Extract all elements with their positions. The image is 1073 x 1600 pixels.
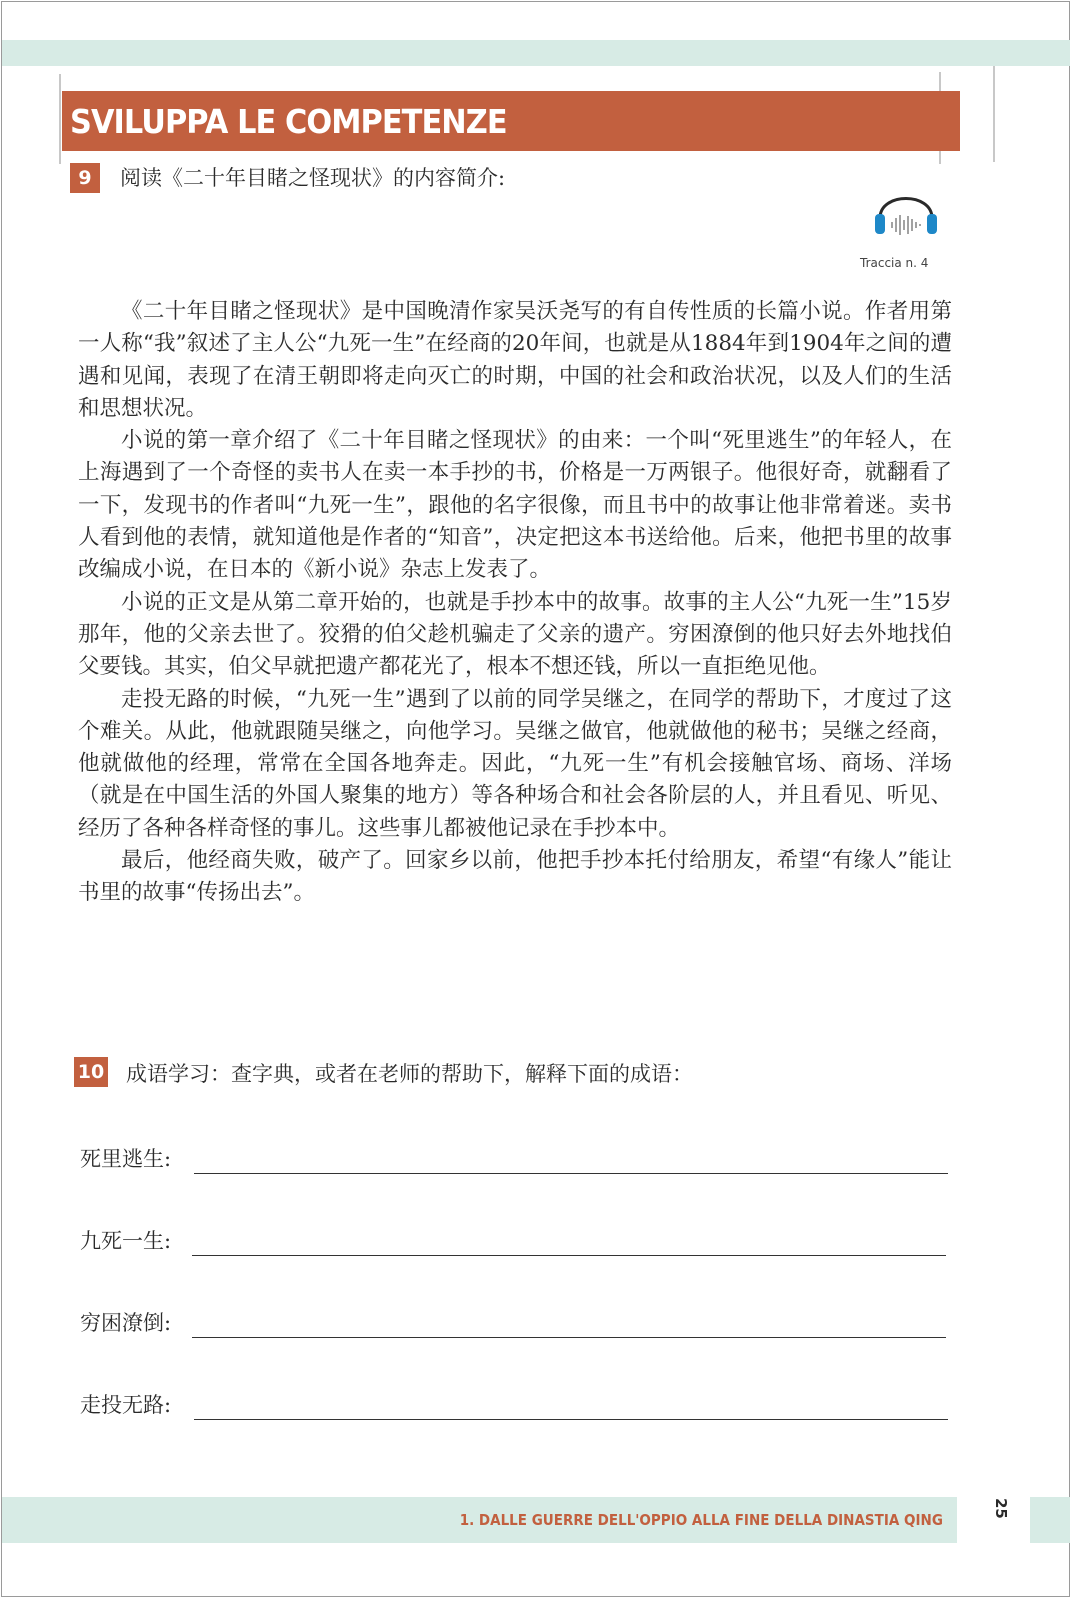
margin-rule — [993, 66, 995, 162]
passage-paragraph: 走投无路的时候，“九死一生”遇到了以前的同学吴继之，在同学的帮助下，才度过了这个难关。从此，他就跟随吴继之，向他学习。吴继之做官，他就做他的秘书；吴继之经商，他就做他的经理，常常在全国各地奔走。因此，“九死一生”有机会接触官场、商场、洋场（就是在中国生活的外国人聚集的地方）等各种场合和社会各阶层的人，并且看见、听见、经历了各种各样奇怪的事儿。这些事儿都被他记录在手抄本中。 — [78, 686, 952, 841]
reading-passage — [78, 296, 952, 910]
idiom-label: 死里逃生: — [80, 1147, 172, 1171]
passage-paragraph: 小说的第一章介绍了《二十年目睹之怪现状》的由来：一个叫“死里逃生”的年轻人，在上海遇到了一个奇怪的卖书人在卖一本手抄的书，价格是一万两银子。他很好奇，就翻看了一下，发现书的作者叫“九死一生”，跟他的名字很像，而且书中的故事让他非常着迷。卖书人看到他的表情，就知道他是作者的“知音”，决定把这本书送给他。后来，他把书里的故事改编成小说，在日本的《新小说》杂志上发表了。 — [78, 428, 952, 583]
answer-line[interactable] — [194, 1419, 948, 1420]
left-rule — [59, 74, 61, 164]
passage-paragraph: 最后，他经商失败，破产了。回家乡以前，他把手抄本托付给朋友，希望“有缘人”能让书里的故事“传扬出去”。 — [78, 848, 952, 906]
footer-band — [2, 1497, 957, 1543]
exercise-9-title: 阅读《二十年目睹之怪现状》的内容简介: — [120, 166, 506, 190]
answer-line[interactable] — [194, 1173, 948, 1174]
section-header — [62, 91, 960, 151]
idiom-answer-row — [80, 1390, 950, 1424]
chapter-title: 1. DALLE GUERRE DELL'OPPIO ALLA FINE DELLA DINASTIA QING — [459, 1511, 943, 1529]
top-band — [2, 40, 1070, 66]
page-number: 25 — [992, 1498, 1010, 1519]
passage-paragraph: 《二十年目睹之怪现状》是中国晚清作家吴沃尧写的有自传性质的长篇小说。作者用第一人称“我”叙述了主人公“九死一生”在经商的20年间，也就是从1884年到1904年之间的遭遇和见闻，表现了在清王朝即将走向灭亡的时期，中国的社会和政治状况，以及人们的生活和思想状况。 — [78, 299, 952, 421]
idiom-answer-row — [80, 1308, 950, 1342]
idiom-label: 九死一生: — [80, 1229, 172, 1253]
answer-line[interactable] — [192, 1337, 946, 1338]
idiom-label: 穷困潦倒: — [80, 1311, 172, 1335]
headphones-icon[interactable] — [872, 182, 940, 242]
exercise-10-title: 成语学习：查字典，或者在老师的帮助下，解释下面的成语： — [126, 1062, 693, 1086]
idiom-label: 走投无路: — [80, 1393, 172, 1417]
section-title: SVILUPPA LE COMPETENZE — [70, 102, 507, 141]
exercise-9-number: 9 — [70, 163, 100, 193]
answer-line[interactable] — [192, 1255, 946, 1256]
idiom-answer-row — [80, 1226, 950, 1260]
exercise-10-number: 10 — [74, 1057, 108, 1087]
audio-track-label: Traccia n. 4 — [860, 256, 929, 270]
idiom-answer-row — [80, 1144, 950, 1178]
passage-paragraph: 小说的正文是从第二章开始的，也就是手抄本中的故事。故事的主人公“九死一生”15岁那年，他的父亲去世了。狡猾的伯父趁机骗走了父亲的遗产。穷困潦倒的他只好去外地找伯父要钱。其实，伯父早就把遗产都花光了，根本不想还钱，所以一直拒绝见他。 — [78, 589, 952, 680]
footer-band-right — [1030, 1497, 1070, 1543]
